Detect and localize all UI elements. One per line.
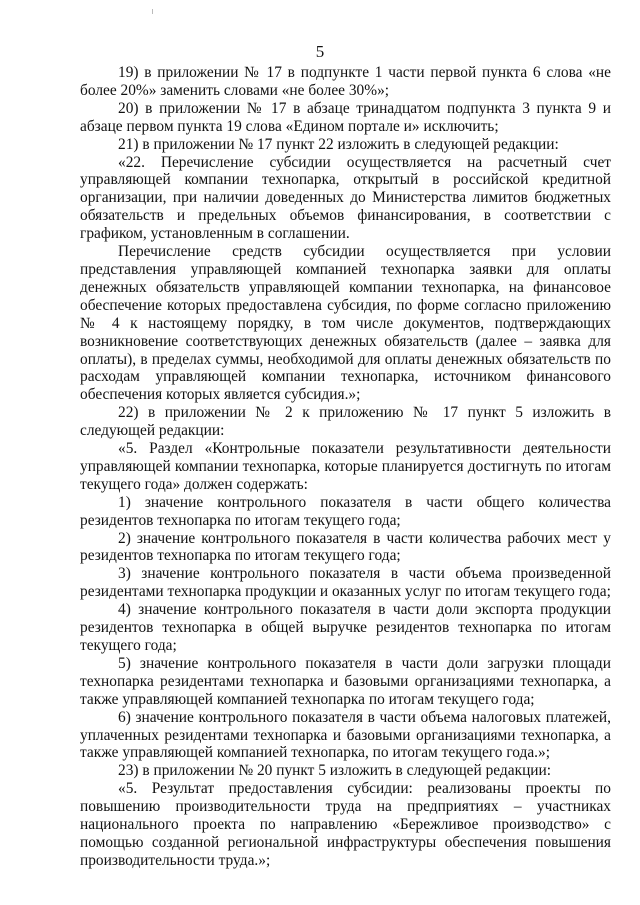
page-number: 5 <box>315 42 325 61</box>
indicator-item-3: 3) значение контрольного показателя в части объема произведенной резидентами технопарка продукции и оказанных услуг по итогам текущего года; <box>80 565 611 601</box>
paragraph-20: 20) в приложении № 17 в абзаце тринадцатом подпункта 3 пункта 9 и абзаце первом пункта 19 слова «Едином портале и» исключить; <box>80 99 611 135</box>
paragraph-21: 21) в приложении № 17 пункт 22 изложить в следующей редакции: <box>118 135 559 153</box>
indicator-item-6: 6) значение контрольного показателя в части объема налоговых платежей, уплаченных резидентами технопарка и базовыми организациями технопарка, а также управляющей компанией технопарка, по итогам текущего года.»; <box>80 708 611 762</box>
indicator-item-1: 1) значение контрольного показателя в части общего количества резидентов технопарка по итогам текущего года; <box>80 493 611 529</box>
indicator-item-4: 4) значение контрольного показателя в части доли экспорта продукции резидентов технопарка в общей выручке резидентов технопарка по итогам текущего года; <box>80 601 611 654</box>
scan-mark <box>152 9 153 14</box>
paragraph-22: 22) в приложении № 2 к приложению № 17 пункт 5 изложить в следующей редакции: <box>80 404 611 440</box>
paragraph-19: 19) в приложении № 17 в подпункте 1 части первой пункта 6 слова «не более 20%» заменить словами «не более 30%»; <box>80 64 611 99</box>
paragraph-23: 23) в приложении № 20 пункт 5 изложить в следующей редакции: <box>118 762 552 780</box>
paragraph-transfer-conditions: Перечисление средств субсидии осуществляется при условии представления управляющей компанией технопарка заявки для оплаты денежных обязательств управляющей компании технопарка, на финансовое обеспечение которых предоставлена субсидия, по форме согласно приложению № 4 к настоящему порядку, в том числе документов, подтверждающих возникновение соответствующих денежных обязательств (далее – заявка для оплаты), в пределах суммы, необходимой для оплаты денежных обязательств по расходам управляющей компании технопарка, источником финансового обеспечения которых является субсидия.»; <box>80 243 611 404</box>
indicator-item-5: 5) значение контрольного показателя в части доли загрузки площади технопарка резидентами технопарка и базовыми организациями технопарка, а также управляющей компанией технопарка по итогам текущего года; <box>80 654 611 708</box>
document-body <box>80 64 611 870</box>
indicator-item-2: 2) значение контрольного показателя в части количества рабочих мест у резидентов технопарка по итогам текущего года; <box>80 529 611 565</box>
paragraph-22-subsidy-transfer: «22. Перечисление субсидии осуществляется на расчетный счет управляющей компании технопарка, открытый в российской кредитной организации, при наличии доведенных до Министерства лимитов бюджетных обязательств и предельных объемов финансирования, в соответствии с графиком, установленным в соглашении. <box>80 153 611 243</box>
paragraph-result: «5. Результат предоставления субсидии: реализованы проекты по повышению производительности труда на предприятиях – участниках национального проекта по направлению «Бережливое производство» с помощью созданной региональной инфраструктуры обеспечения повышения производительности труда.»; <box>80 780 611 869</box>
paragraph-section-5: «5. Раздел «Контрольные показатели результативности деятельности управляющей компании технопарка, которые планируется достигнуть по итогам текущего года» должен содержать: <box>80 440 611 493</box>
